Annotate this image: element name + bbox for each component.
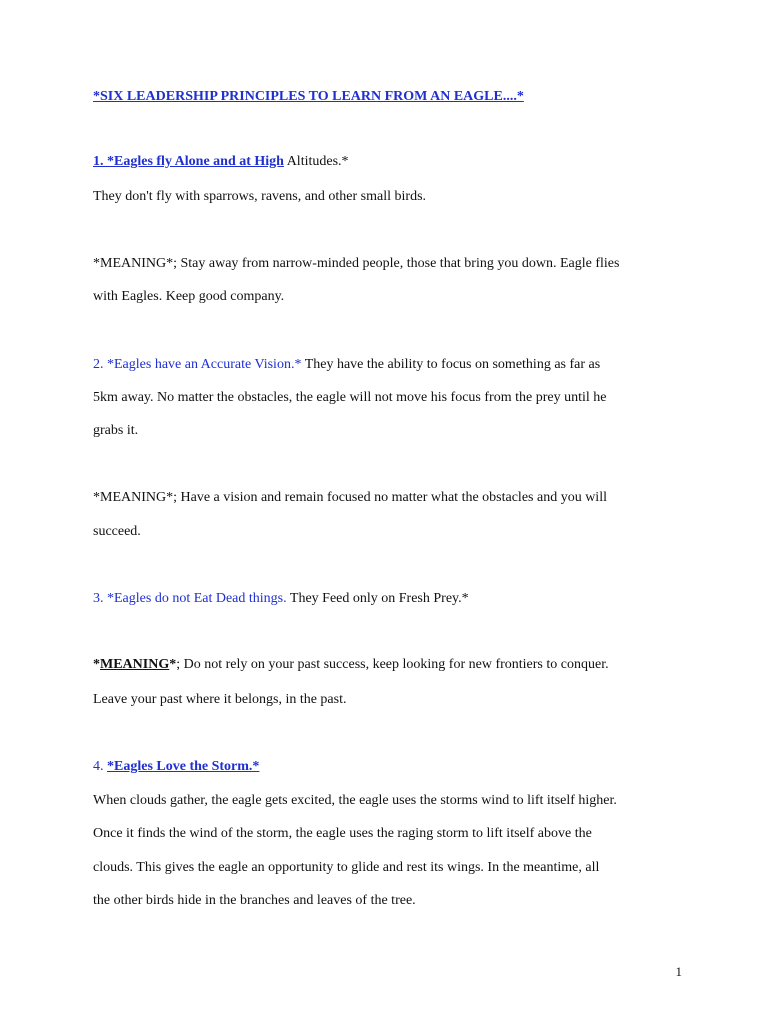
principle-1-meaning-line-1: *MEANING*; Stay away from narrow-minded people, those that bring you down. Eagle flies <box>93 256 620 271</box>
principle-4-body-line-3: clouds. This gives the eagle an opportunity to glide and rest its wings. In the meantime, all <box>93 860 600 875</box>
principle-2-meaning-line-1: *MEANING*; Have a vision and remain focused no matter what the obstacles and you will <box>93 490 607 505</box>
document-title[interactable]: *SIX LEADERSHIP PRINCIPLES TO LEARN FROM AN EAGLE....* <box>93 89 524 104</box>
meaning-suffix: * <box>169 657 177 672</box>
principle-3-heading-rest: They Feed only on Fresh Prey.* <box>286 591 469 606</box>
principle-2-body-line-3: grabs it. <box>93 423 139 438</box>
meaning-word: MEANING <box>100 657 170 672</box>
page-number: 1 <box>675 964 682 979</box>
principle-4-body-line-2: Once it finds the wind of the storm, the eagle uses the raging storm to lift itself above the <box>93 826 592 841</box>
principle-4-body-line-1: When clouds gather, the eagle gets excited, the eagle uses the storms wind to lift itself higher. <box>93 793 617 808</box>
principle-1-heading <box>93 153 349 171</box>
principle-2-body-line-1: They have the ability to focus on something as far as <box>301 357 601 372</box>
principle-1-meaning-line-2: with Eagles. Keep good company. <box>93 289 285 304</box>
principle-3-meaning-line-1 <box>93 656 609 674</box>
principle-3-heading <box>93 590 469 608</box>
meaning-prefix: * <box>93 657 100 672</box>
principle-4-heading-link[interactable]: *Eagles Love the Storm.* <box>107 759 260 774</box>
principle-3-meaning-text: ; Do not rely on your past success, keep looking for new frontiers to conquer. <box>176 657 609 672</box>
principle-2-body-line-2: 5km away. No matter the obstacles, the eagle will not move his focus from the prey until he <box>93 390 607 405</box>
principle-2-meaning-line-2: succeed. <box>93 524 141 539</box>
principle-1-heading-rest: Altitudes.* <box>283 154 349 169</box>
principle-4-heading <box>93 758 259 776</box>
principle-2-heading <box>93 356 600 374</box>
principle-3-meaning-line-2: Leave your past where it belongs, in the past. <box>93 692 347 707</box>
principle-3-heading-blue: 3. *Eagles do not Eat Dead things. <box>93 591 287 606</box>
principle-1-body: They don't fly with sparrows, ravens, and other small birds. <box>93 189 427 204</box>
principle-2-heading-blue: 2. *Eagles have an Accurate Vision.* <box>93 357 302 372</box>
principle-4-heading-number: 4. <box>93 759 107 774</box>
principle-1-heading-link[interactable]: 1. *Eagles fly Alone and at High <box>93 154 284 169</box>
principle-4-body-line-4: the other birds hide in the branches and leaves of the tree. <box>93 893 416 908</box>
